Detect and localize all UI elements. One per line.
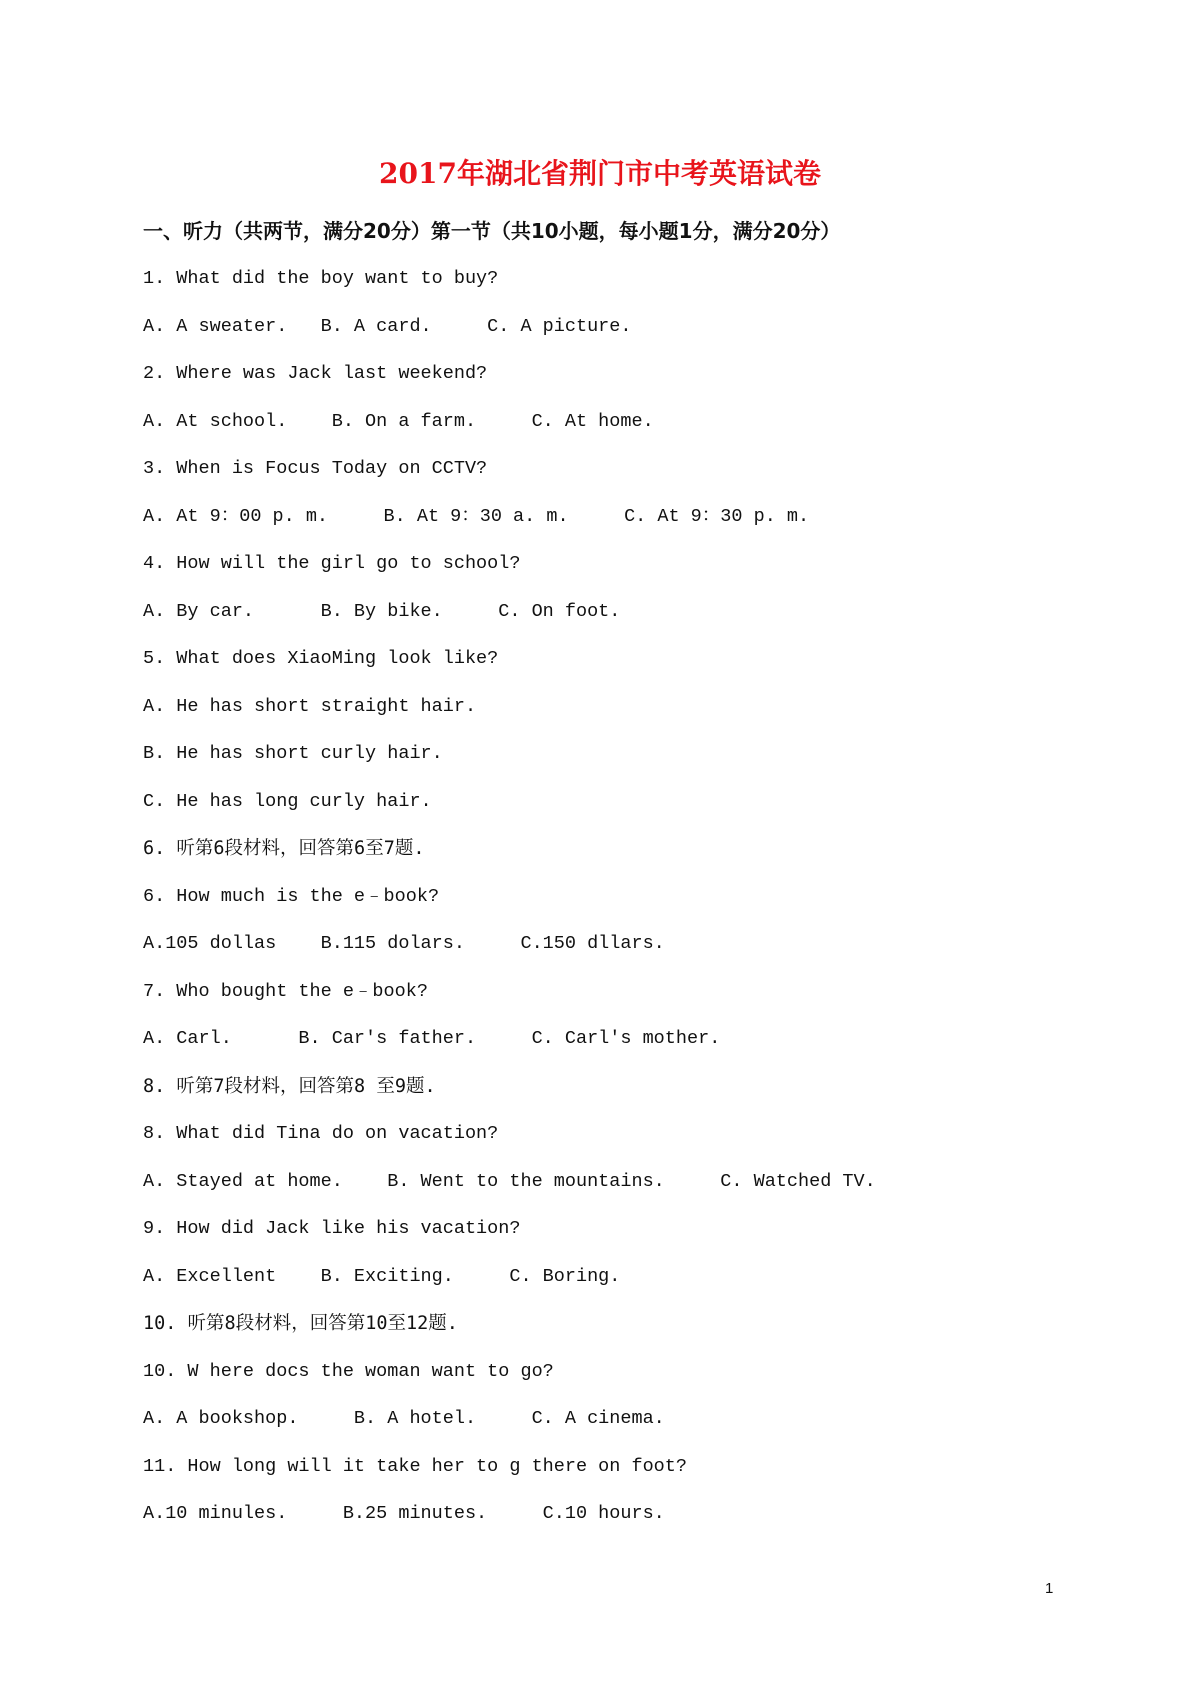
question-line: 6. How much is the e﹣book? [143,885,440,907]
answer-options: A.105 dollas B.115 dolars. C.150 dllars. [143,933,665,954]
question-list [143,264,1123,1547]
question-line: 11. How long will it take her to g there on foot? [143,1455,687,1477]
instruction-line: 6. 听第6段材料，回答第6至7题. [143,838,425,859]
question-line: 10. W here docs the woman want to go? [143,1360,554,1382]
question-line: 7. Who bought the e﹣book? [143,980,428,1002]
page-title: 2017年湖北省荆门市中考英语试卷 [379,157,821,190]
instruction-line: 10. 听第8段材料，回答第10至12题. [143,1313,458,1334]
answer-option: C. He has long curly hair. [143,790,432,812]
question-line: 5. What does XiaoMing look like? [143,648,499,669]
answer-options: A. At school. B. On a farm. C. At home. [143,410,654,432]
instruction-line: 8. 听第7段材料，回答第8 至9题. [143,1075,436,1097]
page-number: 1 [1045,1580,1054,1597]
question-line: 8. What did Tina do on vacation? [143,1123,499,1144]
answer-options: A. Stayed at home. B. Went to the mountains. C. Watched TV. [143,1170,876,1192]
question-line: 1. What did the boy want to buy? [143,268,499,289]
answer-options: A. A sweater. B. A card. C. A picture. [143,315,632,337]
answer-options: A. By car. B. By bike. C. On foot. [143,600,621,622]
answer-options: A. At 9：00 p. m. B. At 9：30 a. m. C. At 9：30 p. m. [143,505,810,527]
answer-options: A. Excellent B. Exciting. C. Boring. [143,1265,621,1287]
question-line: 3. When is Focus Today on CCTV? [143,458,488,479]
answer-options: A. Carl. B. Car's father. C. Carl's mother. [143,1028,721,1049]
question-line: 9. How did Jack like his vacation? [143,1218,521,1239]
question-line: 2. Where was Jack last weekend? [143,363,488,384]
answer-options: A. A bookshop. B. A hotel. C. A cinema. [143,1408,665,1429]
answer-option: B. He has short curly hair. [143,743,443,764]
section-heading: 一、听力（共两节，满分20分）第一节（共10小题，每小题1分，满分20分） [143,219,841,243]
answer-option: A. He has short straight hair. [143,695,477,717]
question-line: 4. How will the girl go to school? [143,553,521,574]
answer-options: A.10 minules. B.25 minutes. C.10 hours. [143,1503,665,1524]
